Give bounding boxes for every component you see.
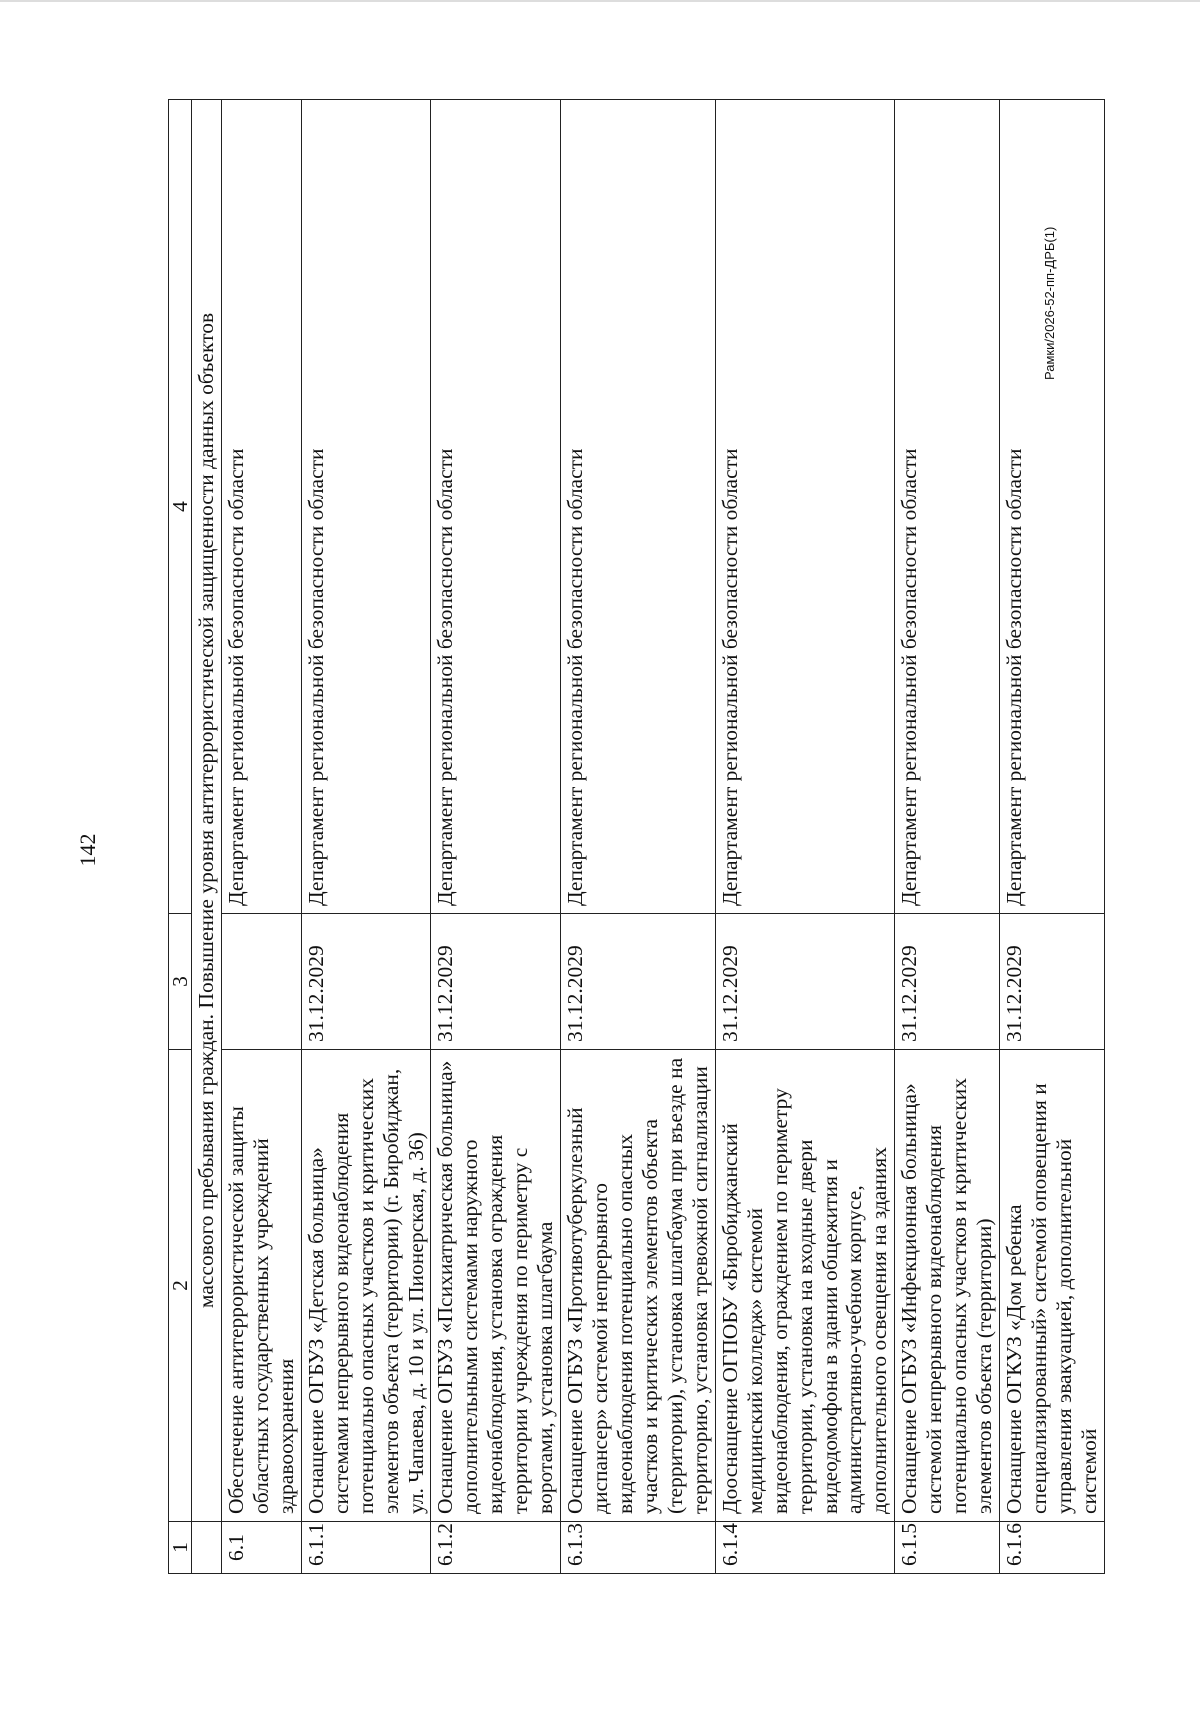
table-row [715,100,895,1574]
row-number: 6.1.2 [431,1522,561,1574]
row-deadline: 31.12.2029 [1000,914,1105,1050]
table-area [168,100,1101,1574]
row-responsible: Департамент региональной безопасности области [715,100,895,914]
row-description: Обеспечение антитеррористической защиты областных государственных учреждений здравоохранения [221,1050,301,1522]
row-responsible: Департамент региональной безопасности области [221,100,301,914]
row-deadline [221,914,301,1050]
table-row [301,100,431,1574]
row-responsible: Департамент региональной безопасности области [301,100,431,914]
row-responsible: Департамент региональной безопасности области [895,100,1000,914]
row-number: 6.1.5 [895,1522,1000,1574]
header-cell: 4 [169,100,192,914]
table-row [561,100,716,1574]
rotated-table-container [168,100,1101,1574]
row-description: Оснащение ОГБУЗ «Противотуберкулезный диспансер» системой непрерывного видеонаблюдения потенциально опасных участков и критических элементов объекта (территории), установка шлагбаума при въезде на территорию, установка тревожной сигнализации [561,1050,716,1522]
row-deadline: 31.12.2029 [431,914,561,1050]
row-deadline: 31.12.2029 [895,914,1000,1050]
header-cell: 2 [169,1050,192,1522]
section-empty-cell [192,1522,222,1574]
row-description: Оснащение ОГКУЗ «Дом ребенка специализированный» системой оповещения и управления эвакуацией, дополнительной системой [1000,1050,1105,1522]
row-responsible: Департамент региональной безопасности области [561,100,716,914]
table-row [1000,100,1105,1574]
row-description: Оснащение ОГБУЗ «Инфекционная больница» системой непрерывного видеонаблюдения потенциально опасных участков и критических элементов объекта (территории) [895,1050,1000,1522]
section-title: массового пребывания граждан. Повышение уровня антитеррористической защищенности данных объектов [192,100,222,1522]
row-responsible: Департамент региональной безопасности области [431,100,561,914]
row-number: 6.1.3 [561,1522,716,1574]
table-row [221,100,301,1574]
page-number: 142 [75,833,100,867]
header-row [169,100,192,1574]
document-code: Рамки/2026-52-пп-ДРБ(1) [1042,226,1057,380]
header-cell: 1 [169,1522,192,1574]
row-number: 6.1.4 [715,1522,895,1574]
row-responsible: Департамент региональной безопасности области [1000,100,1105,914]
row-description: Оснащение ОГБУЗ «Психиатрическая больница» дополнительными системами наружного видеонаблюдения, установка ограждения территории учреждения по периметру с воротами, установка шлагбаума [431,1050,561,1522]
row-deadline: 31.12.2029 [301,914,431,1050]
row-number: 6.1.6 [1000,1522,1105,1574]
row-description: Дооснащение ОГПОБУ «Биробиджанский медицинский колледж» системой видеонаблюдения, ограждением по периметру территории, установка на входные двери видеодомофона в здании общежития и административно-учебном корпусе, дополнительного освещения на зданиях [715,1050,895,1522]
page-top-edge [0,0,1200,2]
row-description: Оснащение ОГБУЗ «Детская больница» системами непрерывного видеонаблюдения потенциально опасных участков и критических элементов объекта (территории) (г. Биробиджан, ул. Чапаева, д. 10 и ул. Пионерская, д. 36) [301,1050,431,1522]
row-number: 6.1 [221,1522,301,1574]
row-number: 6.1.1 [301,1522,431,1574]
program-table [168,99,1105,1574]
section-row [192,100,222,1574]
table-row [431,100,561,1574]
row-deadline: 31.12.2029 [561,914,716,1050]
table-row [895,100,1000,1574]
table-body [169,100,1105,1574]
row-deadline: 31.12.2029 [715,914,895,1050]
header-cell: 3 [169,914,192,1050]
